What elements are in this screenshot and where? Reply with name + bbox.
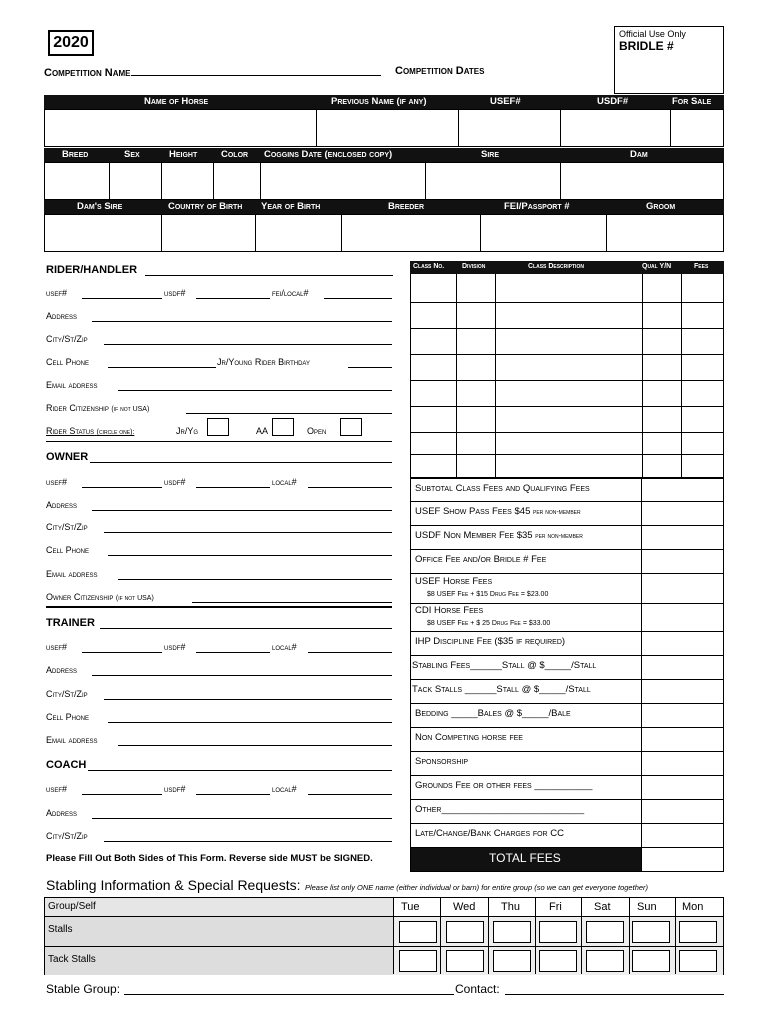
trainer-address-label: Address [46,665,78,675]
show-pass-row[interactable] [410,502,724,526]
show-pass-label: USEF Show Pass Fees [415,506,512,517]
rider-usef-field[interactable] [82,298,162,299]
coach-city-label: City/St/Zip [46,831,88,841]
owner-address-label: Address [46,500,78,510]
rider-birthday-field[interactable] [348,367,392,368]
grounds-fee-label: Grounds Fee or other fees ___________ [415,780,593,791]
breed-header: Breed [62,149,89,160]
owner-citizenship-note: (if not USA) [115,595,154,602]
owner-local-field[interactable] [308,487,392,488]
day-thu: Thu [501,901,520,913]
stalls-mon-input[interactable] [679,921,717,943]
stabling-title-line [46,877,648,895]
trainer-usdf-label: usdf# [164,642,186,652]
rider-citizenship-field[interactable] [186,413,392,414]
day-sat: Sat [594,901,611,913]
trainer-cell-label: Cell Phone [46,712,90,722]
contact-field[interactable] [505,994,724,995]
bedding-label: Bedding _____Bales @ $_____/Bale [415,708,571,719]
usdf-nonmember-amount: $35 [516,530,533,541]
owner-section-title: OWNER [46,451,89,463]
owner-cell-label: Cell Phone [46,545,90,555]
rider-status-text: Rider Status [46,426,95,436]
owner-citizenship-field[interactable] [192,602,392,603]
owner-local-label: local# [272,477,297,487]
stabling-title: Stabling Information & Special Requests: [46,877,301,893]
rider-citizenship-note: (if not USA) [111,406,150,413]
rider-citizenship-label [46,403,149,413]
horse-header-row-1 [44,95,724,109]
usdf-header: USDF# [597,96,629,107]
usdf-nonmember-label: USDF Non Member Fee [415,530,515,541]
total-fees-row[interactable] [410,848,724,872]
coggins-header: Coggins Date (enclosed copy) [264,149,393,160]
owner-email-label: Email address [46,569,98,579]
owner-citizenship-label [46,592,154,602]
stalls-label: Stalls [48,924,73,935]
coach-address-field[interactable] [92,818,392,819]
status-aa-label: AA [256,426,269,436]
stalls-tue-input[interactable] [399,921,437,943]
coach-usdf-label: usdf# [164,784,186,794]
status-jr-checkbox[interactable] [207,418,229,436]
dam-header: Dam [630,149,648,160]
breeder-header: Breeder [388,201,425,212]
other-fee-row[interactable] [410,800,724,824]
rider-email-label: Email address [46,380,98,390]
country-of-birth-header: Country of Birth [168,201,243,212]
grounds-fee-row[interactable] [410,776,724,800]
trainer-cell-field[interactable] [108,722,392,723]
tack-sun-input[interactable] [632,950,670,972]
owner-email-field[interactable] [118,579,392,580]
horse-header-row-3 [44,200,724,214]
rider-fei-label: fei/local# [272,288,309,298]
class-no-header: Class No. [413,263,445,270]
class-description-header: Class Description [528,263,584,270]
tack-stalls-row-label: Tack Stalls [48,954,96,965]
trainer-address-field[interactable] [92,675,392,676]
owner-usdf-label: usdf# [164,477,186,487]
horse-input-row-2[interactable] [44,162,724,200]
owner-address-field[interactable] [92,510,392,511]
trainer-local-field[interactable] [308,652,392,653]
stabling-fees-row[interactable] [410,656,724,680]
coach-local-label: local# [272,784,297,794]
horse-input-row-1[interactable] [44,109,724,147]
late-charges-label: Late/Change/Bank Charges for CC [415,828,564,839]
show-pass-note: per non-member [533,509,581,516]
total-fees-label: TOTAL FEES [489,851,561,865]
stable-group-label: Stable Group: [46,982,121,996]
ihp-row[interactable] [410,632,724,656]
fei-passport-header: FEI/Passport # [504,201,570,212]
rider-status-note: (circle one): [96,429,135,436]
rider-email-field[interactable] [118,390,392,391]
owner-usef-label: usef# [46,477,68,487]
stalls-wed-input[interactable] [446,921,484,943]
cdi-horse-note: $8 USEF Fee + $ 25 Drug Fee = $33.00 [427,620,551,627]
coach-usef-label: usef# [46,784,68,794]
rider-status-label [46,426,134,436]
horse-header-row-2 [44,148,724,162]
usdf-nonmember-note: per non-member [535,533,583,540]
trainer-email-field[interactable] [118,745,392,746]
name-of-horse-header: Name of Horse [144,96,209,107]
trainer-usef-label: usef# [46,642,68,652]
competition-name-label: Competition Name [44,67,131,79]
usef-horse-label: USEF Horse Fees [415,576,493,587]
owner-cell-field[interactable] [108,555,392,556]
tack-fri-input[interactable] [539,950,577,972]
official-use-box [614,26,724,94]
late-charges-row[interactable] [410,824,724,848]
rider-usdf-label: usdf# [164,288,186,298]
horse-input-row-3[interactable] [44,214,724,252]
stabling-subtitle: Please list only ONE name (either individual or barn) for entire group (so we can get everyone together) [304,883,649,892]
stabling-fees-label: Stabling Fees______Stall @ $_____/Stall [412,660,597,671]
usef-horse-row[interactable] [410,574,724,604]
stalls-sat-input[interactable] [586,921,624,943]
class-table[interactable] [410,261,724,478]
for-sale-header: For Sale [672,96,712,107]
rider-city-label: City/St/Zip [46,334,88,344]
day-sun: Sun [637,901,657,913]
trainer-usef-field[interactable] [82,652,162,653]
bridle-label: BRIDLE # [619,39,674,53]
usdf-nonmember-row[interactable] [410,526,724,550]
tack-stalls-label: Tack Stalls ______Stall @ $_____/Stall [412,684,591,695]
rider-cell-label: Cell Phone [46,357,90,367]
tack-tue-input[interactable] [399,950,437,972]
bedding-row[interactable] [410,704,724,728]
rider-cell-field[interactable] [108,367,216,368]
owner-usdf-field[interactable] [196,487,270,488]
rider-birthday-label: Jr/Young Rider Birthday [217,357,310,367]
subtotal-row[interactable] [410,478,724,502]
stalls-fri-input[interactable] [539,921,577,943]
owner-city-field[interactable] [104,532,392,533]
rider-citizenship-text: Rider Citizenship [46,403,109,413]
cdi-horse-label: CDI Horse Fees [415,605,484,616]
coach-usdf-field[interactable] [196,794,270,795]
competition-dates-label: Competition Dates [395,65,485,77]
day-tue: Tue [401,901,420,913]
ihp-label: IHP Discipline Fee ($35 if required) [415,636,566,647]
usef-header: USEF# [490,96,521,107]
owner-citizenship-text: Owner Citizenship [46,592,114,602]
trainer-local-label: local# [272,642,297,652]
day-fri: Fri [549,901,562,913]
day-wed: Wed [453,901,476,913]
dams-sire-header: Dam's Sire [77,201,123,212]
color-header: Color [221,149,249,160]
non-competing-row[interactable] [410,728,724,752]
tack-sat-input[interactable] [586,950,624,972]
fees-header: Fees [694,263,709,270]
status-jr-label: Jr/Yg [176,426,199,436]
trainer-city-label: City/St/Zip [46,689,88,699]
stalls-sun-input[interactable] [632,921,670,943]
subtotal-label: Subtotal Class Fees and Qualifying Fees [415,483,590,494]
height-header: Height [169,149,198,160]
status-open-label: Open [307,426,327,436]
coach-local-field[interactable] [308,794,392,795]
other-fee-label: Other___________________________ [415,804,585,815]
sponsorship-row[interactable] [410,752,724,776]
coach-city-field[interactable] [104,841,392,842]
sire-header: Sire [481,149,500,160]
rider-address-field[interactable] [92,321,392,322]
sponsorship-label: Sponsorship [415,756,469,767]
coach-section-title: COACH [46,759,87,771]
tack-thu-input[interactable] [493,950,531,972]
office-fee-label: Office Fee and/or Bridle # Fee [415,554,547,565]
qual-header: Qual Y/N [642,263,672,270]
non-competing-label: Non Competing horse fee [415,732,523,743]
stable-group-field[interactable] [124,994,454,995]
trainer-email-label: Email address [46,735,98,745]
stalls-thu-input[interactable] [493,921,531,943]
tack-mon-input[interactable] [679,950,717,972]
rider-usdf-field[interactable] [196,298,270,299]
status-open-checkbox[interactable] [340,418,362,436]
group-self-label: Group/Self [48,901,96,912]
stabling-table [44,897,724,975]
rider-fei-field[interactable] [324,298,392,299]
office-fee-row[interactable] [410,550,724,574]
year-box: 2020 [48,30,94,56]
owner-usef-field[interactable] [82,487,162,488]
coach-usef-field[interactable] [82,794,162,795]
year-of-birth-header: Year of Birth [261,201,321,212]
day-mon: Mon [682,901,704,913]
rider-section-title: RIDER/HANDLER [46,264,138,276]
status-aa-checkbox[interactable] [272,418,294,436]
trainer-section-title: TRAINER [46,617,95,629]
sex-header: Sex [124,149,140,160]
cdi-horse-row[interactable] [410,604,724,632]
tack-stalls-row[interactable] [410,680,724,704]
competition-name-field[interactable] [44,65,381,79]
both-sides-note: Please Fill Out Both Sides of This Form. Reverse side MUST be SIGNED. [46,853,373,864]
class-table-header [410,261,724,274]
trainer-city-field[interactable] [104,699,392,700]
tack-wed-input[interactable] [446,950,484,972]
rider-usef-label: usef# [46,288,68,298]
usef-horse-note: $8 USEF Fee + $15 Drug Fee = $23.00 [427,591,549,598]
show-pass-amount: $45 [514,506,531,517]
groom-header: Groom [646,201,676,212]
rider-address-label: Address [46,311,78,321]
rider-city-field[interactable] [104,344,392,345]
official-use-label: Official Use Only [619,29,686,39]
owner-city-label: City/St/Zip [46,522,88,532]
coach-address-label: Address [46,808,78,818]
trainer-usdf-field[interactable] [196,652,270,653]
division-header: Division [462,263,486,270]
previous-name-header: Previous Name (if any) [331,96,427,107]
contact-label: Contact: [455,982,500,996]
